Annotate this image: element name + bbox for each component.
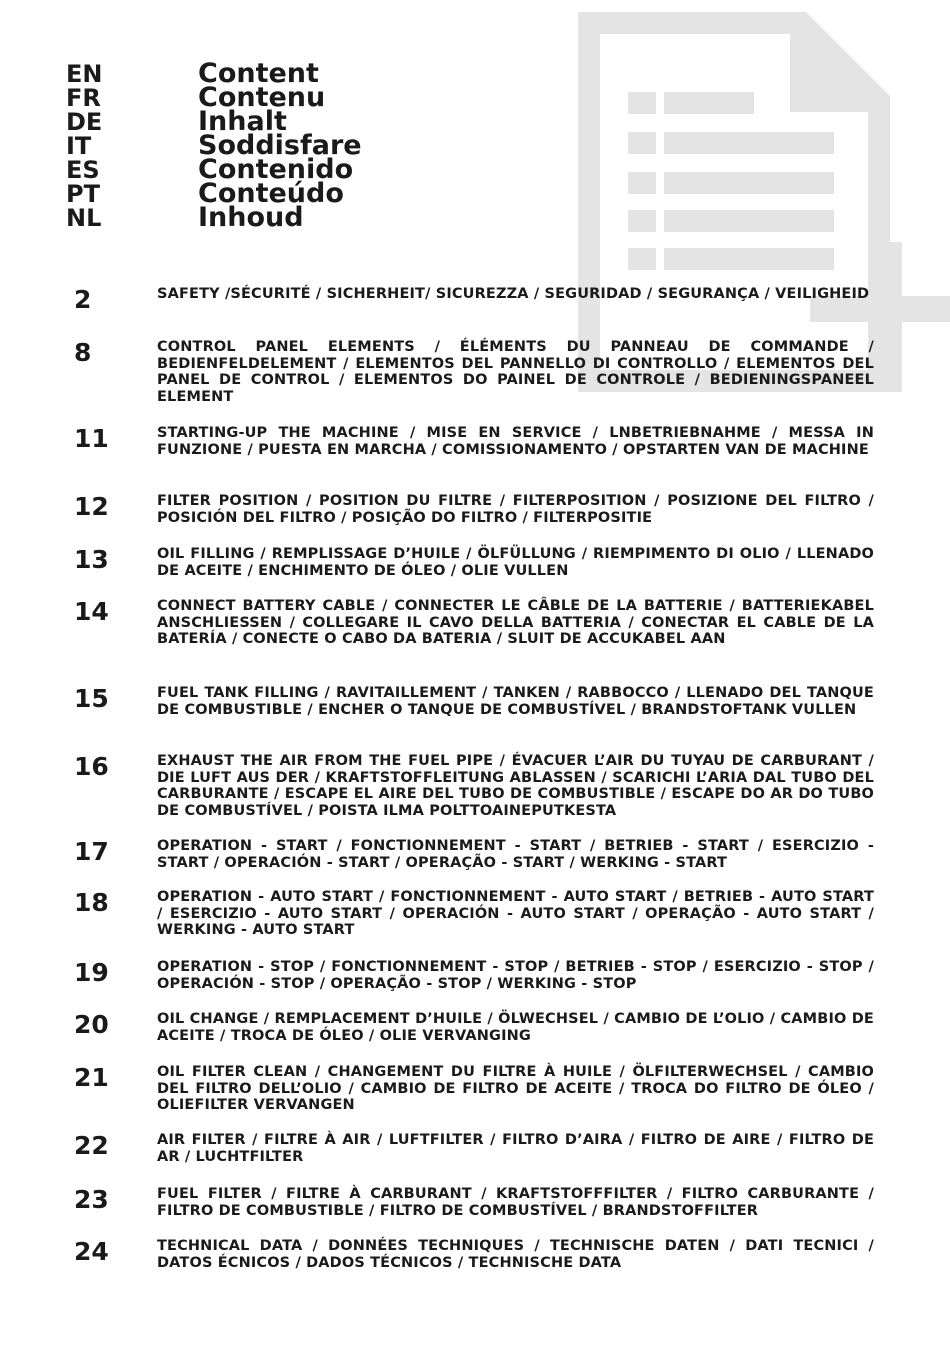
language-codes: [66, 62, 102, 230]
toc-entry-text: OIL FILLING / REMPLISSAGE D’HUILE / ÖLFÜLLUNG / RIEMPIMENTO DI OLIO / LLENADO DE ACEITE / ENCHIMENTO DE ÓLEO / OLIE VULLEN: [157, 546, 874, 579]
document-list-icon: [578, 12, 950, 392]
toc-entry-text: OPERATION - START / FONCTIONNEMENT - START / BETRIEB - START / ESERCIZIO -START / OPERACIÓN - START / OPERAÇÃO - START / WERKING - START: [157, 838, 874, 871]
toc-page-number: 19: [74, 958, 109, 987]
toc-entry-text: SAFETY /SÉCURITÉ / SICHERHEIT/ SICUREZZA / SEGURIDAD / SEGURANÇA / VEILIGHEID: [157, 286, 870, 302]
title-nl: Inhoud: [198, 202, 304, 233]
toc-page-number: 2: [74, 285, 92, 314]
toc-entry-text: TECHNICAL DATA / DONNÉES TECHNIQUES / TECHNISCHE DATEN / DATI TECNICI / DATOS ÉCNICOS / DADOS TÉCNICOS / TECHNISCHE DATA: [157, 1238, 874, 1271]
toc-entry-text: OIL FILTER CLEAN / CHANGEMENT DU FILTRE À HUILE / ÖLFILTERWECHSEL / CAMBIO DEL FILTRO DELL’OLIO / CAMBIO DE FILTRO DE ACEITE / TROCA DO FILTRO DE ÓLEO / OLIEFILTER VERVANGEN: [157, 1064, 874, 1114]
toc-entry-text: FILTER POSITION / POSITION DU FILTRE / FILTERPOSITION / POSIZIONE DEL FILTRO / POSICIÓN DEL FILTRO / POSIÇÃO DO FILTRO / FILTERPOSITIE: [157, 493, 874, 526]
toc-entry-text: OIL CHANGE / REMPLACEMENT D’HUILE / ÖLWECHSEL / CAMBIO DE L’OLIO / CAMBIO DE ACEITE / TROCA DE ÓLEO / OLIE VERVANGING: [157, 1011, 874, 1044]
toc-entry-text: EXHAUST THE AIR FROM THE FUEL PIPE / ÉVACUER L’AIR DU TUYAU DE CARBURANT / DIE LUFT AUS DER / KRAFTSTOFFLEITUNG ABLASSEN / SCARICHI L’ARIA DAL TUBO DEL CARBURANTE / ESCAPE EL AIRE DEL TUBO DE COMBUSTIBLE / ESCAPE DO AR DO TUBO DE COMBUSTÍVEL / POISTA ILMA POLTTOAINEPUTKESTA: [157, 753, 874, 819]
toc-page-number: 18: [74, 888, 109, 917]
title-pt: Conteúdo: [198, 178, 344, 209]
toc-entry-text: STARTING-UP THE MACHINE / MISE EN SERVICE / LNBETRIEBNAHME / MESSA IN FUNZIONE / PUESTA EN MARCHA / COMISSIONAMENTO / OPSTARTEN VAN DE MACHINE: [157, 425, 874, 458]
toc-entry-text: FUEL TANK FILLING / RAVITAILLEMENT / TANKEN / RABBOCCO / LLENADO DEL TANQUE DE COMBUSTIBLE / ENCHER O TANQUE DE COMBUSTÍVEL / BRANDSTOFTANK VULLEN: [157, 685, 874, 718]
toc-page-number: 15: [74, 684, 109, 713]
content-titles: [198, 58, 362, 233]
toc-page-number: 24: [74, 1237, 109, 1266]
toc-page-number: 22: [74, 1131, 109, 1160]
title-en: Content: [198, 58, 319, 89]
lang-code-nl: NL: [66, 204, 102, 232]
toc-page-number: 8: [74, 338, 92, 367]
toc-entry-text: AIR FILTER / FILTRE À AIR / LUFTFILTER / FILTRO D’AIRA / FILTRO DE AIRE / FILTRO DE AR / LUCHTFILTER: [157, 1132, 874, 1165]
toc-entry-text: CONTROL PANEL ELEMENTS / ÉLÉMENTS DU PANNEAU DE COMMANDE / BEDIENFELDELEMENT / ELEMENTOS DEL PANNELLO DI CONTROLLO / ELEMENTOS DEL PANEL DE CONTROL / ELEMENTOS DO PAINEL DE CONTROLE / BEDIENINGSPANEEL ELEMENT: [157, 339, 874, 405]
lang-code-en: EN: [66, 60, 103, 88]
toc-page-number: 17: [74, 837, 109, 866]
title-es: Contenido: [198, 154, 354, 185]
toc-entry-text: OPERATION - STOP / FONCTIONNEMENT - STOP / BETRIEB - STOP / ESERCIZIO - STOP / OPERACIÓN - STOP / OPERAÇÃO - STOP / WERKING - STOP: [157, 959, 874, 992]
lang-code-it: IT: [66, 132, 92, 160]
title-it: Soddisfare: [198, 130, 362, 161]
lang-code-es: ES: [66, 156, 100, 184]
toc-entry-text: FUEL FILTER / FILTRE À CARBURANT / KRAFTSTOFFFILTER / FILTRO CARBURANTE / FILTRO DE COMBUSTIBLE / FILTRO DE COMBUSTÍVEL / BRANDSTOFFILTER: [157, 1186, 874, 1219]
lang-code-fr: FR: [66, 84, 101, 112]
toc-page-number: 21: [74, 1063, 109, 1092]
toc-page-number: 12: [74, 492, 109, 521]
title-fr: Contenu: [198, 82, 326, 113]
title-de: Inhalt: [198, 106, 287, 137]
lang-code-de: DE: [66, 108, 103, 136]
toc-page-number: 13: [74, 545, 109, 574]
toc-page-number: 14: [74, 597, 109, 626]
toc-entry-text: OPERATION - AUTO START / FONCTIONNEMENT - AUTO START / BETRIEB - AUTO START / ESERCIZIO - AUTO START / OPERACIÓN - AUTO START / OPERAÇÃO - AUTO START / WERKING - AUTO START: [157, 889, 874, 939]
lang-code-pt: PT: [66, 180, 100, 208]
toc-page-number: 20: [74, 1010, 109, 1039]
toc-page-number: 16: [74, 752, 109, 781]
toc-entry-text: CONNECT BATTERY CABLE / CONNECTER LE CÂBLE DE LA BATTERIE / BATTERIEKABEL ANSCHLIESSEN / COLLEGARE IL CAVO DELLA BATTERIA / CONECTAR EL CABLE DE LA BATERÍA / CONECTE O CABO DA BATERIA / SLUIT DE ACCUKABEL AAN: [157, 598, 874, 648]
toc-page-number: 23: [74, 1185, 109, 1214]
toc-page-number: 11: [74, 424, 109, 453]
